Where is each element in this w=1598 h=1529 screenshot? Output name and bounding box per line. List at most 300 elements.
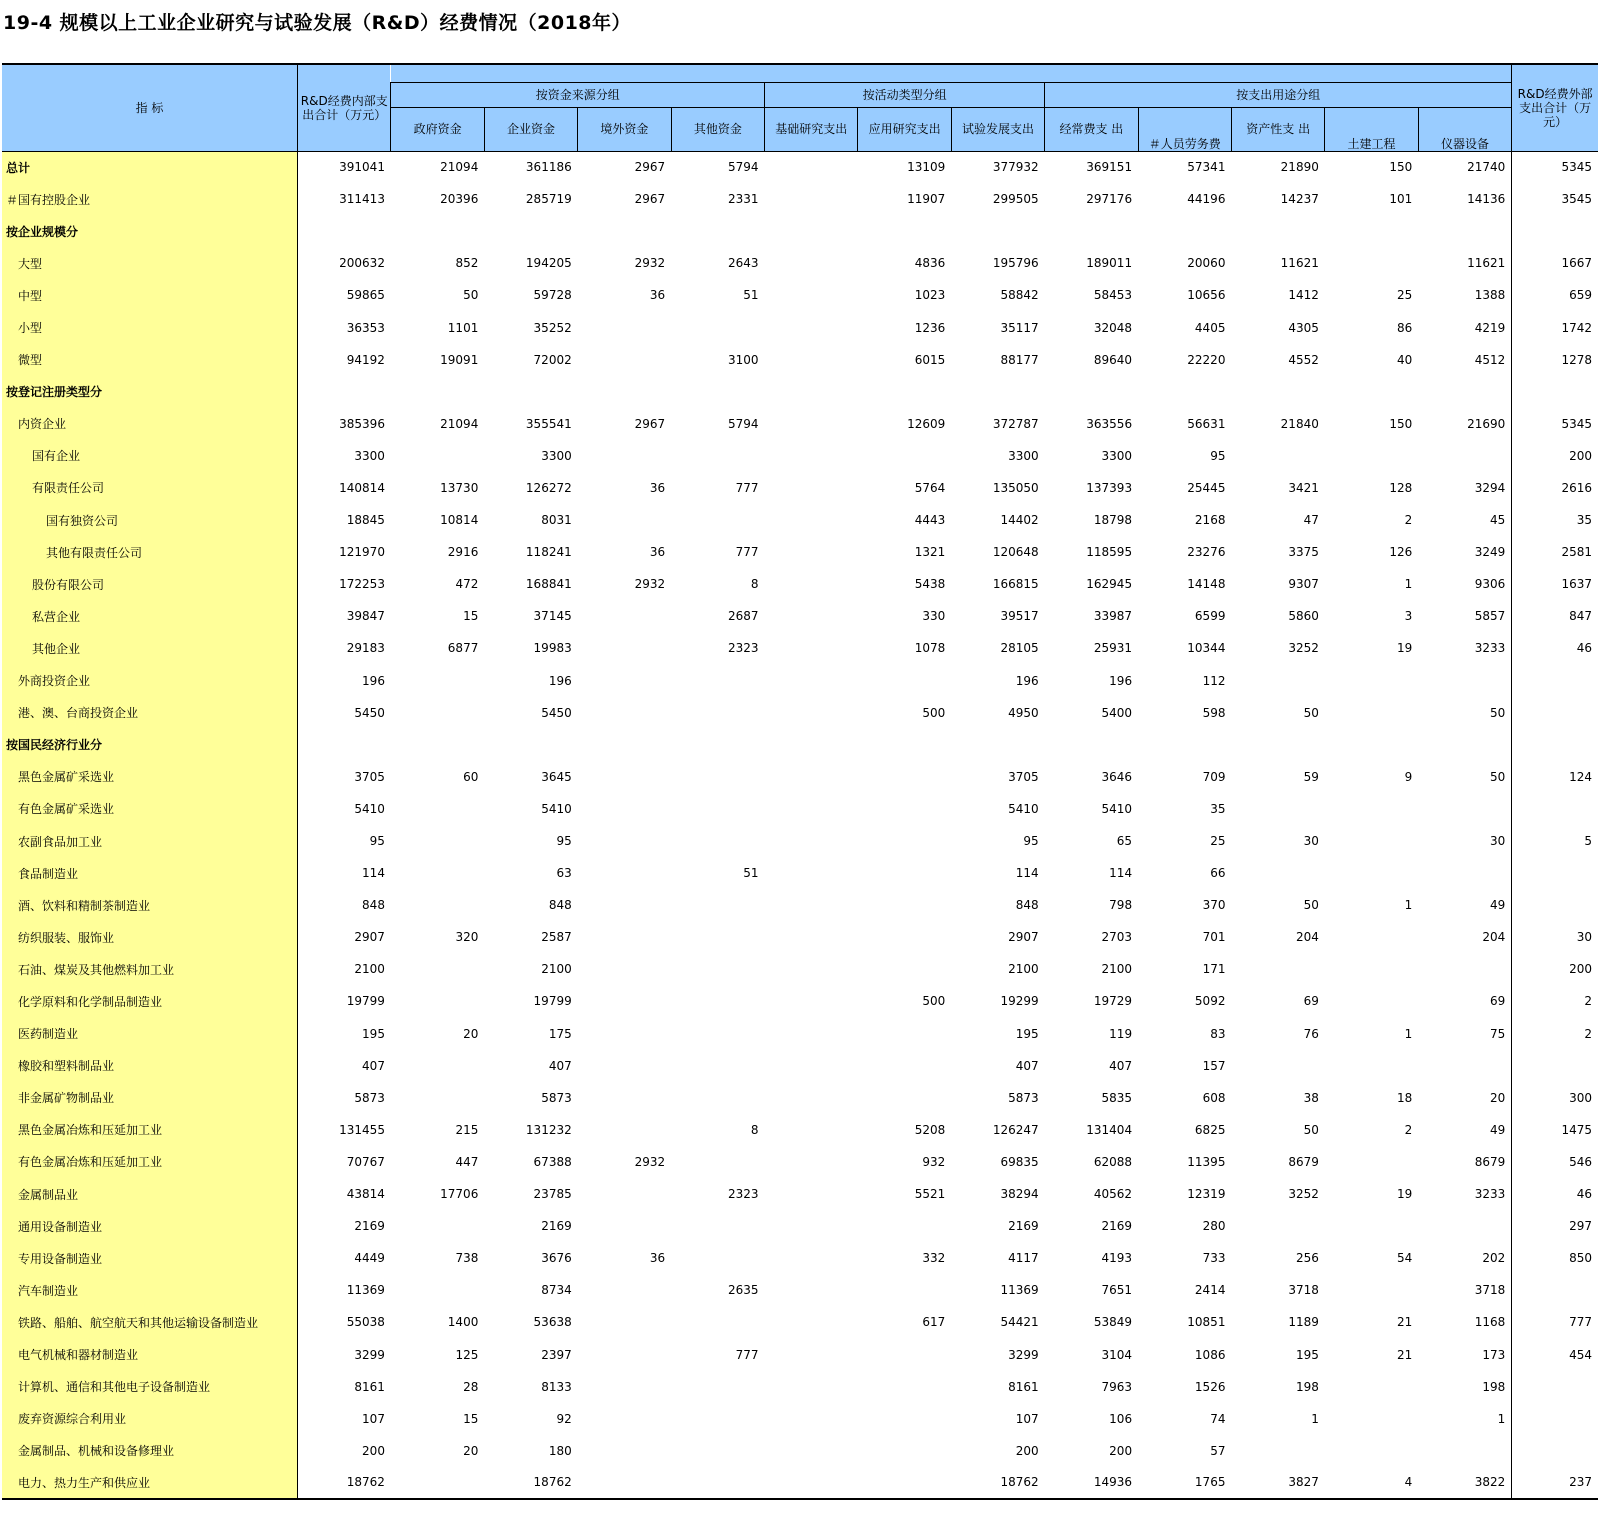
row-label: 有色金属冶炼和压延加工业 (2, 1146, 298, 1178)
table-cell (1231, 376, 1324, 408)
table-cell: 50 (463, 288, 479, 303)
table-cell: 19729 (1093, 994, 1133, 1009)
table-cell: 21 (1396, 1347, 1413, 1362)
table-cell (671, 1371, 764, 1403)
table-cell: 2643 (727, 256, 759, 271)
table-cell: 6825 (1194, 1122, 1226, 1137)
table-cell: 32048 (1093, 320, 1133, 335)
row-label: 按企业规模分 (2, 215, 298, 247)
table-cell: 10656 (1187, 288, 1226, 303)
table-cell: 1 (1404, 577, 1413, 592)
table-cell: 280 (1202, 1219, 1226, 1234)
table-cell: 2967 (634, 192, 666, 207)
table-cell: 850 (1512, 1242, 1598, 1274)
table-cell (578, 344, 671, 376)
table-cell: 8161 (354, 1379, 385, 1394)
table-cell: 150 (1389, 160, 1413, 175)
table-cell: 23276 (1187, 545, 1226, 560)
table-cell: 196 (1109, 673, 1133, 688)
table-cell: 370 (1202, 898, 1226, 913)
table-cell: 1078 (914, 641, 946, 656)
table-cell: 69 (1489, 994, 1506, 1009)
table-cell: 57 (1210, 1443, 1226, 1458)
table-cell: 10344 (1187, 641, 1226, 656)
experimental-dev-header: 试验发展支出 (951, 107, 1044, 151)
table-cell (671, 889, 764, 921)
table-cell (1045, 376, 1138, 408)
table-cell: 617 (922, 1315, 946, 1330)
table-cell (578, 1018, 671, 1050)
table-cell: 5345 (1512, 408, 1598, 440)
table-cell: 5410 (1008, 801, 1039, 816)
table-cell (765, 857, 858, 889)
table-cell: 3299 (354, 1347, 385, 1362)
table-cell (1325, 793, 1418, 825)
table-cell (578, 215, 671, 247)
group-usage-header: 按支出用途分组 (1045, 82, 1512, 107)
table-cell (484, 729, 577, 761)
table-cell: 120648 (992, 545, 1039, 560)
table-cell: 76 (1303, 1026, 1319, 1041)
table-cell: 53638 (533, 1315, 572, 1330)
table-cell: 196 (1015, 673, 1039, 688)
table-cell (858, 1274, 951, 1306)
table-cell: 3421 (1288, 480, 1319, 495)
table-cell (1325, 1435, 1418, 1467)
table-row (2, 825, 1598, 857)
table-cell: 1101 (447, 320, 479, 335)
table-cell (765, 568, 858, 600)
table-cell: 1 (1404, 1026, 1413, 1041)
table-cell: 14402 (1000, 513, 1039, 528)
table-cell: 200 (1512, 440, 1598, 472)
table-cell: 848 (548, 898, 572, 913)
row-label: 通用设备制造业 (2, 1210, 298, 1242)
table-cell: 11907 (907, 192, 946, 207)
table-cell: 59728 (533, 288, 572, 303)
table-cell: 50 (1303, 1122, 1319, 1137)
table-cell (765, 632, 858, 664)
table-row (2, 665, 1598, 697)
table-cell: 131404 (1086, 1122, 1133, 1137)
table-cell (1231, 440, 1324, 472)
table-cell (1138, 215, 1231, 247)
table-cell (578, 889, 671, 921)
table-cell: 330 (922, 609, 946, 624)
table-cell: 5092 (1194, 994, 1226, 1009)
table-cell: 2967 (634, 160, 666, 175)
table-cell: 195 (1015, 1026, 1039, 1041)
table-cell: 50 (1489, 705, 1506, 720)
table-cell (578, 1274, 671, 1306)
table-cell: 5794 (727, 160, 759, 175)
table-cell: 1 (1311, 1411, 1319, 1426)
table-cell: 194205 (525, 256, 572, 271)
row-label: 微型 (2, 344, 298, 376)
table-cell: 89640 (1093, 352, 1133, 367)
table-cell: 21 (1396, 1315, 1413, 1330)
table-cell: 385396 (339, 416, 385, 431)
table-cell: 4449 (354, 1251, 385, 1266)
table-cell: 39517 (1000, 609, 1039, 624)
table-cell (578, 857, 671, 889)
table-cell (858, 793, 951, 825)
table-cell: 50 (1303, 705, 1319, 720)
table-cell (671, 1146, 764, 1178)
table-cell: 6599 (1194, 609, 1226, 624)
table-cell: 1637 (1512, 568, 1598, 600)
table-cell (858, 857, 951, 889)
table-cell: 4219 (1474, 320, 1506, 335)
table-cell: 11621 (1280, 256, 1319, 271)
table-cell (671, 1210, 764, 1242)
table-row (2, 729, 1598, 761)
table-cell: 1086 (1194, 1347, 1226, 1362)
table-cell: 128 (1389, 480, 1413, 495)
table-cell (1325, 247, 1418, 279)
table-cell: 88177 (1000, 352, 1039, 367)
table-cell (391, 215, 484, 247)
table-cell: 2414 (1194, 1283, 1226, 1298)
table-cell (578, 632, 671, 664)
table-cell (858, 1403, 951, 1435)
table-cell: 21740 (1467, 160, 1506, 175)
table-cell (671, 729, 764, 761)
table-cell (1325, 1210, 1418, 1242)
table-cell: 11369 (1000, 1283, 1039, 1298)
table-cell (1325, 697, 1418, 729)
table-cell: 124 (1512, 761, 1598, 793)
table-cell: 701 (1202, 930, 1226, 945)
table-body (2, 151, 1598, 1499)
table-cell: 200 (1015, 1443, 1039, 1458)
table-cell: 3822 (1418, 1467, 1512, 1499)
equipment-header: 仪器设备 (1418, 107, 1512, 151)
table-cell: 107 (362, 1411, 385, 1426)
table-cell: 51 (743, 866, 759, 881)
table-cell (391, 665, 484, 697)
table-cell: 5208 (914, 1122, 946, 1137)
table-cell (1512, 1371, 1598, 1403)
table-cell (765, 1146, 858, 1178)
table-cell: 3645 (541, 769, 572, 784)
table-cell (765, 953, 858, 985)
table-row (2, 183, 1598, 215)
table-cell: 126247 (992, 1122, 1039, 1137)
table-cell (484, 215, 577, 247)
table-cell: 157 (1202, 1058, 1226, 1073)
table-cell (578, 1210, 671, 1242)
table-cell (671, 1403, 764, 1435)
table-cell (1325, 1403, 1418, 1435)
table-cell: 10851 (1187, 1315, 1226, 1330)
table-cell: 369151 (1086, 160, 1133, 175)
rd-internal-header: R&D经费内部支出合计（万元） (298, 64, 391, 151)
table-title: 19-4 规模以上工业企业研究与试验发展（R&D）经费情况（2018年） (3, 12, 632, 34)
table-cell: 74 (1210, 1411, 1226, 1426)
table-cell: 166815 (992, 577, 1039, 592)
row-label: 金属制品业 (2, 1178, 298, 1210)
table-cell (391, 1467, 484, 1499)
row-label: 其他企业 (2, 632, 298, 664)
table-cell: 3300 (354, 448, 385, 463)
table-cell: 95 (1023, 834, 1039, 849)
table-cell: 25931 (1093, 641, 1133, 656)
table-cell: 36353 (346, 320, 385, 335)
table-cell: 13109 (907, 160, 946, 175)
table-cell: 18762 (484, 1467, 577, 1499)
labor-header: ＃人员劳务费 (1138, 107, 1231, 151)
table-cell (1418, 215, 1512, 247)
table-cell (765, 183, 858, 215)
table-cell: 107 (1015, 1411, 1039, 1426)
table-cell (1325, 857, 1418, 889)
table-cell: 5873 (354, 1090, 385, 1105)
table-cell (578, 953, 671, 985)
table-cell: 65 (1116, 834, 1133, 849)
table-cell (298, 215, 391, 247)
table-cell: 1189 (1288, 1315, 1319, 1330)
row-label: 专用设备制造业 (2, 1242, 298, 1274)
table-cell (765, 1371, 858, 1403)
table-cell (578, 311, 671, 343)
table-cell: 118595 (1086, 545, 1133, 560)
table-cell: 447 (455, 1154, 479, 1169)
table-cell: 4 (1325, 1467, 1418, 1499)
row-label: 港、澳、台商投资企业 (2, 697, 298, 729)
table-cell: 3294 (1474, 480, 1506, 495)
table-cell: 297176 (1086, 192, 1133, 207)
table-cell: 38294 (1000, 1187, 1039, 1202)
table-cell (858, 1467, 951, 1499)
row-label: 非金属矿物制品业 (2, 1082, 298, 1114)
table-cell (1325, 215, 1418, 247)
table-cell: 18845 (346, 513, 385, 528)
table-cell: 2169 (1008, 1219, 1039, 1234)
table-cell: 2687 (727, 609, 759, 624)
table-cell: 55038 (346, 1315, 385, 1330)
table-cell: 11369 (346, 1283, 385, 1298)
table-cell (858, 215, 951, 247)
table-cell (578, 825, 671, 857)
row-label: 废弃资源综合利用业 (2, 1403, 298, 1435)
table-cell (1231, 857, 1324, 889)
table-cell: 94192 (346, 352, 385, 367)
table-cell: 36 (649, 545, 666, 560)
table-cell: 135050 (992, 480, 1039, 495)
table-cell: 2581 (1512, 536, 1598, 568)
table-cell: 3300 (1101, 448, 1133, 463)
table-cell: 50 (1303, 898, 1319, 913)
table-cell: 195 (1295, 1347, 1319, 1362)
table-cell: 19 (1396, 1187, 1413, 1202)
table-cell: 11395 (1187, 1154, 1226, 1169)
table-row (2, 215, 1598, 247)
table-cell (391, 1050, 484, 1082)
table-cell (765, 536, 858, 568)
table-cell (858, 376, 951, 408)
table-cell: 66 (1210, 866, 1226, 881)
table-cell (671, 761, 764, 793)
row-label: 汽车制造业 (2, 1274, 298, 1306)
table-cell: 22220 (1187, 352, 1226, 367)
table-cell: 8 (750, 1122, 759, 1137)
group-source-header: 按资金来源分组 (391, 82, 765, 107)
row-label: 化学原料和化学制品制造业 (2, 985, 298, 1017)
table-cell: 5450 (354, 705, 385, 720)
table-cell (578, 1114, 671, 1146)
table-cell (765, 1403, 858, 1435)
table-cell (858, 1082, 951, 1114)
table-cell: 67388 (533, 1154, 572, 1169)
table-cell (1325, 376, 1418, 408)
table-cell: 1278 (1512, 344, 1598, 376)
table-cell: 472 (455, 577, 479, 592)
table-cell (765, 1274, 858, 1306)
rd-expenditure-table (2, 63, 1598, 1500)
table-cell: 114 (1109, 866, 1133, 881)
table-cell: 14237 (1280, 192, 1319, 207)
table-cell: 175 (548, 1026, 572, 1041)
table-cell (578, 440, 671, 472)
table-cell (391, 857, 484, 889)
table-cell: 195796 (992, 256, 1039, 271)
table-cell: 30 (1512, 921, 1598, 953)
table-cell: 332 (922, 1251, 946, 1266)
table-cell: 4950 (1008, 705, 1039, 720)
table-cell: 200 (1512, 953, 1598, 985)
table-cell: 2397 (541, 1347, 572, 1362)
table-cell: 131455 (339, 1122, 385, 1137)
table-cell: 126272 (525, 480, 572, 495)
table-cell: 3252 (1288, 641, 1319, 656)
table-cell: 19299 (1000, 994, 1039, 1009)
table-cell: 12609 (907, 416, 946, 431)
table-row (2, 376, 1598, 408)
table-cell (1418, 857, 1512, 889)
table-cell: 39847 (346, 609, 385, 624)
row-label: 小型 (2, 311, 298, 343)
table-cell (765, 408, 858, 440)
table-cell (858, 921, 951, 953)
table-cell (1418, 793, 1512, 825)
table-cell (578, 921, 671, 953)
table-cell: 200 (362, 1443, 385, 1458)
table-row (2, 793, 1598, 825)
table-cell: 1412 (1288, 288, 1319, 303)
table-cell: 320 (455, 930, 479, 945)
table-cell (578, 985, 671, 1017)
table-cell: 10814 (440, 513, 479, 528)
table-cell: 2 (1404, 1122, 1413, 1137)
table-cell (1045, 215, 1138, 247)
table-cell: 3718 (1288, 1283, 1319, 1298)
table-cell: 256 (1295, 1251, 1319, 1266)
row-label: 黑色金属冶炼和压延加工业 (2, 1114, 298, 1146)
table-cell (765, 504, 858, 536)
table-cell (578, 793, 671, 825)
table-cell: 86 (1396, 320, 1413, 335)
table-cell (1325, 985, 1418, 1017)
table-cell (1231, 1435, 1324, 1467)
table-cell: 9306 (1474, 577, 1506, 592)
table-cell (765, 1467, 858, 1499)
table-cell: 285719 (525, 192, 572, 207)
table-cell: 19799 (346, 994, 385, 1009)
table-cell: 372787 (992, 416, 1039, 431)
table-cell: 546 (1512, 1146, 1598, 1178)
table-cell: 6877 (447, 641, 479, 656)
table-row (2, 921, 1598, 953)
table-cell: 40 (1396, 352, 1413, 367)
table-cell (578, 697, 671, 729)
table-cell: 56631 (1187, 416, 1226, 431)
basic-research-header: 基础研究支出 (765, 107, 858, 151)
table-cell (765, 793, 858, 825)
table-cell: 30 (1303, 834, 1319, 849)
table-cell (765, 344, 858, 376)
table-cell: 852 (455, 256, 479, 271)
table-cell (1325, 1146, 1418, 1178)
capital-header: 资产性支 出 (1231, 107, 1324, 151)
table-cell (765, 279, 858, 311)
row-label: 内资企业 (2, 408, 298, 440)
table-cell (671, 1242, 764, 1274)
table-cell (951, 376, 1044, 408)
table-cell: 3646 (1101, 769, 1133, 784)
table-cell: 18762 (951, 1467, 1044, 1499)
table-cell (578, 1467, 671, 1499)
table-row (2, 279, 1598, 311)
table-cell (1231, 953, 1324, 985)
table-cell (765, 247, 858, 279)
table-cell: 659 (1512, 279, 1598, 311)
table-cell: 20396 (440, 192, 479, 207)
table-cell: 15 (463, 609, 479, 624)
table-cell (1512, 857, 1598, 889)
table-cell (1325, 825, 1418, 857)
table-cell: 2932 (634, 1154, 666, 1169)
table-cell: 95 (556, 834, 572, 849)
foreign-funds-header: 境外资金 (578, 107, 671, 151)
row-label: 电力、热力生产和供应业 (2, 1467, 298, 1499)
table-cell (391, 889, 484, 921)
row-label: 铁路、船舶、航空航天和其他运输设备制造业 (2, 1306, 298, 1338)
table-cell (765, 761, 858, 793)
table-cell: 3705 (354, 769, 385, 784)
table-cell: 777 (735, 1347, 759, 1362)
table-cell (1512, 793, 1598, 825)
row-label: 农副食品加工业 (2, 825, 298, 857)
table-cell: 2932 (634, 577, 666, 592)
table-cell: 391041 (339, 160, 385, 175)
table-cell (1418, 953, 1512, 985)
table-cell (1418, 440, 1512, 472)
table-cell (671, 311, 764, 343)
table-cell (1045, 729, 1138, 761)
table-cell (765, 921, 858, 953)
table-cell: 18762 (298, 1467, 391, 1499)
table-cell: 1388 (1474, 288, 1506, 303)
table-cell (765, 1435, 858, 1467)
table-cell: 114 (1015, 866, 1039, 881)
table-cell: 3300 (541, 448, 572, 463)
table-cell: 4117 (1008, 1251, 1039, 1266)
table-cell: 202 (1482, 1251, 1506, 1266)
table-cell: 3718 (1474, 1283, 1506, 1298)
table-cell (578, 1178, 671, 1210)
table-cell: 1475 (1512, 1114, 1598, 1146)
